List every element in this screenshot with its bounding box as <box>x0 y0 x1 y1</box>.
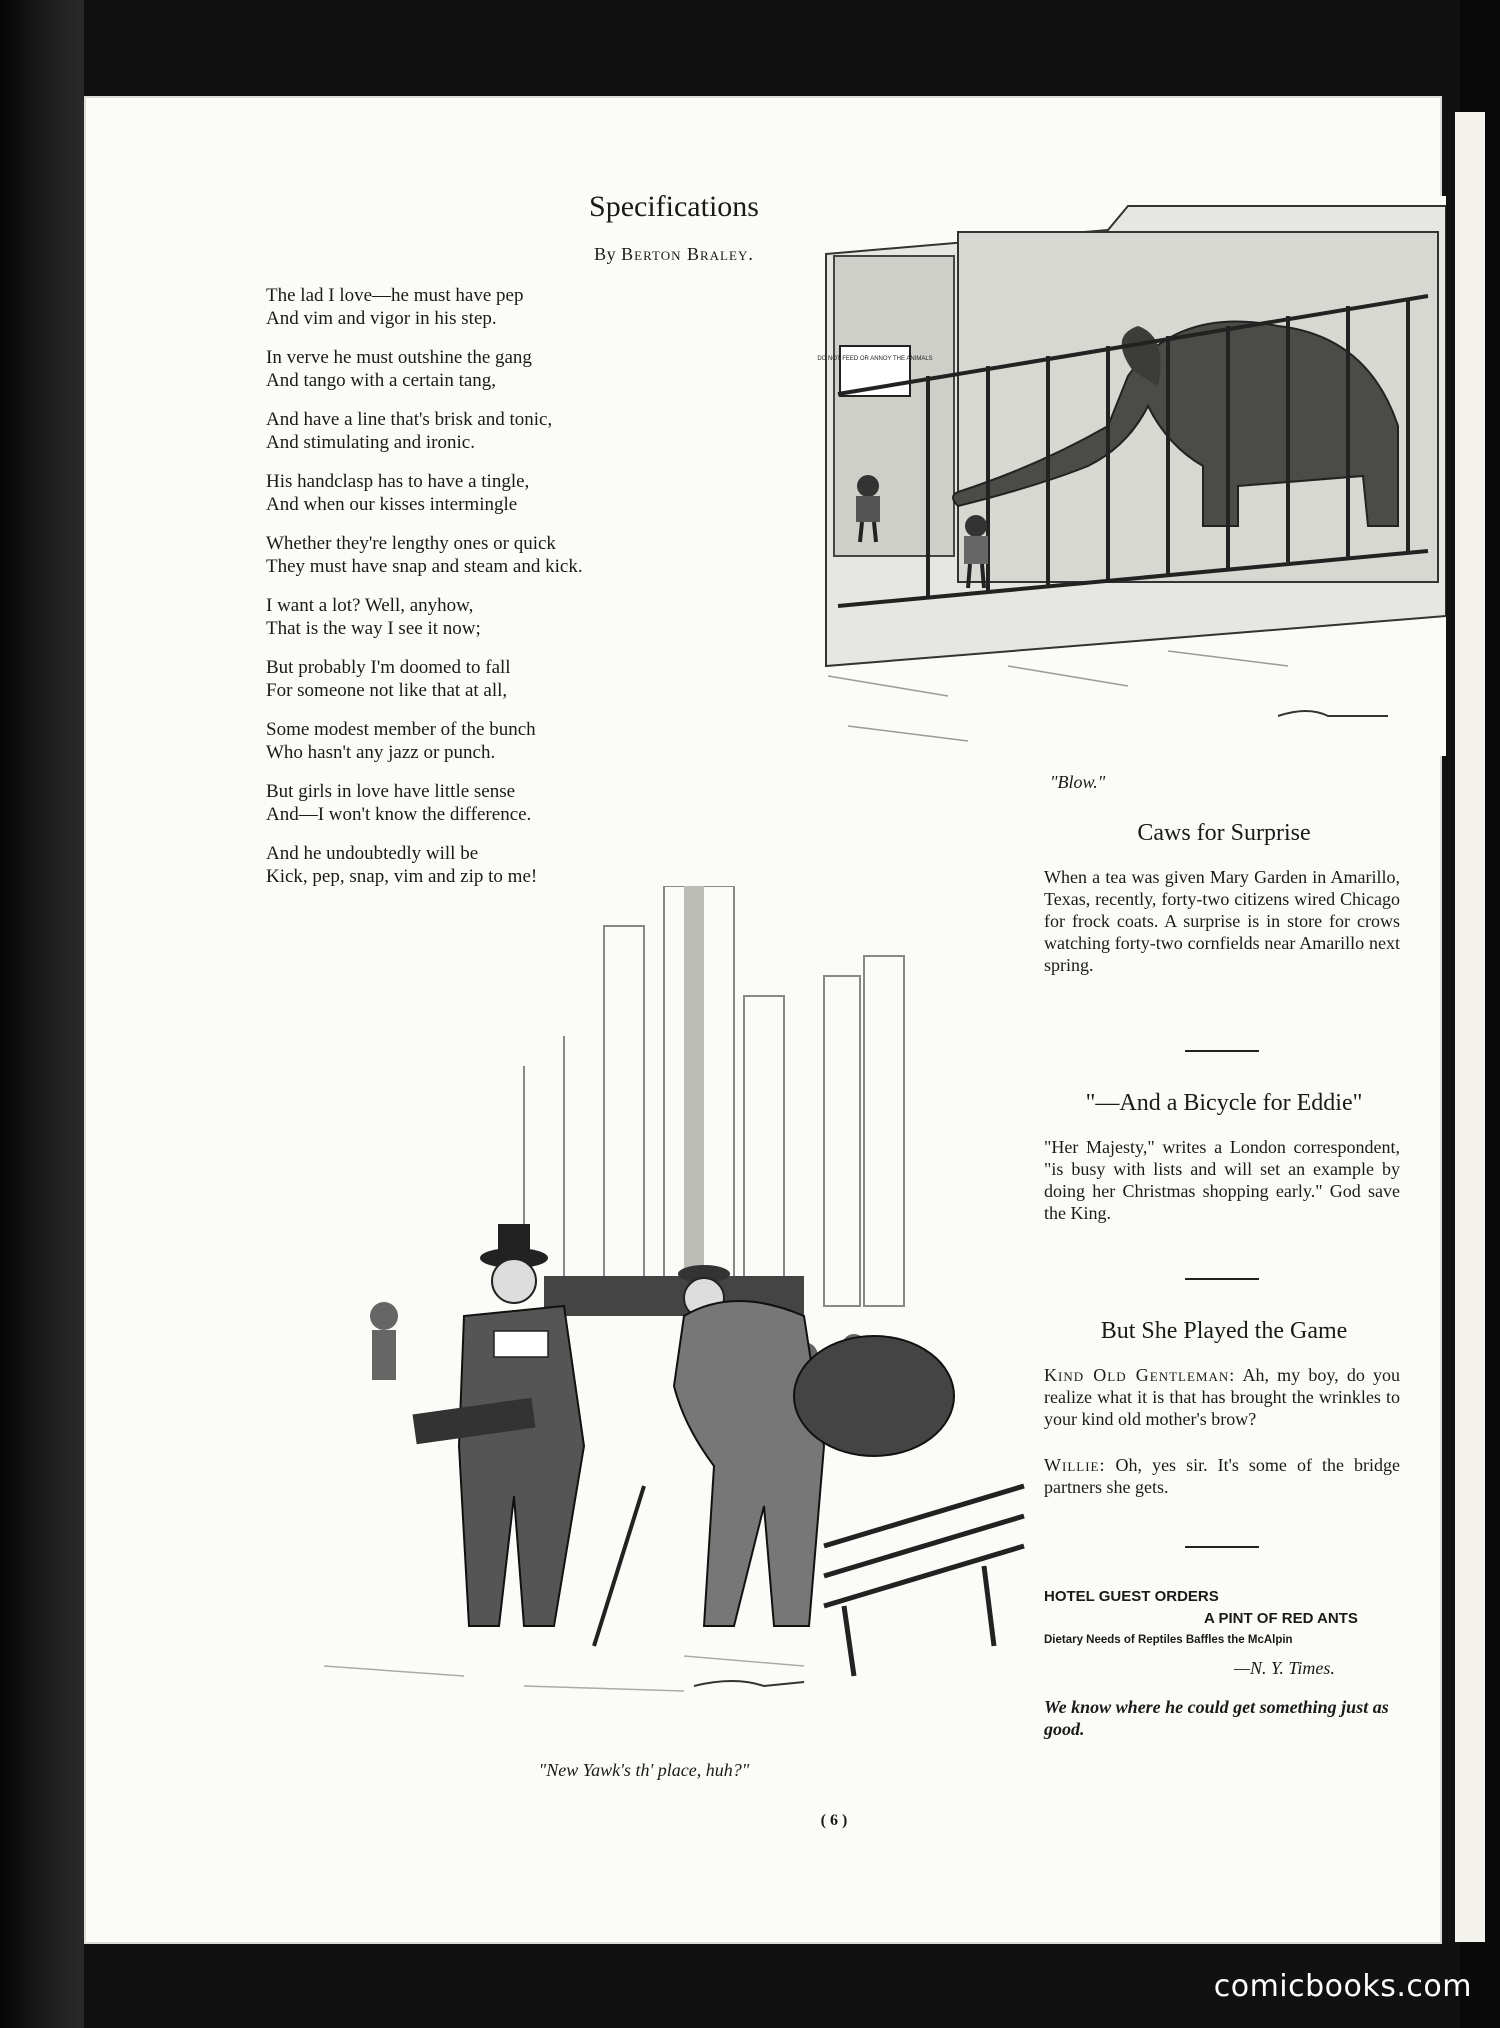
page-number: ( 6 ) <box>820 1812 848 1829</box>
poem-body <box>266 284 726 904</box>
poem-line: Whether they're lengthy ones or quick <box>266 533 556 554</box>
poem-line: But girls in love have little sense <box>266 781 516 802</box>
poem-line: His handclasp has to have a tingle, <box>266 471 530 492</box>
watermark: comicbooks.com <box>1213 1969 1472 2004</box>
game-dialogue-1 <box>1044 1364 1400 1430</box>
divider <box>1185 1278 1259 1280</box>
byline-author: Berton Braley. <box>621 244 754 264</box>
artist-signature <box>694 1681 804 1686</box>
bicycle-body: "Her Majesty," writes a London correspondent, "is busy with lists and will set an example by doing her Christmas shopping early." God save the King. <box>1044 1137 1400 1223</box>
poem-line: And—I won't know the difference. <box>266 804 532 825</box>
poem-stanza <box>266 780 726 826</box>
poem-line: And when our kisses intermingle <box>266 494 518 515</box>
poem-stanza <box>266 594 726 640</box>
poem-line: Kick, pep, snap, vim and zip to me! <box>266 866 538 887</box>
news-subhead: Dietary Needs of Reptiles Baffles the McAlpin <box>1044 1634 1293 1646</box>
poem-line: Some modest member of the bunch <box>266 719 536 740</box>
poem-line: That is the way I see it now; <box>266 618 481 639</box>
speaker-gentleman: Kind Old Gentleman: <box>1044 1365 1236 1385</box>
poem-stanza <box>266 656 726 702</box>
caws-title: Caws for Surprise <box>1137 820 1311 846</box>
poem-line: And he undoubtedly will be <box>266 843 479 864</box>
caws-body: When a tea was given Mary Garden in Amarillo, Texas, recently, forty-two citizens wired Chicago for frock coats. A surprise is in store for crows watching forty-two cornfields near Amarillo next spring. <box>1044 867 1400 975</box>
speaker-willie: Willie: <box>1044 1455 1106 1475</box>
willie-line: Oh, yes sir. It's some of the bridge partners she gets. <box>1044 1455 1400 1497</box>
news-source: —N. Y. Times. <box>1234 1658 1335 1678</box>
poem-line: But probably I'm doomed to fall <box>266 657 511 678</box>
poem-line: Who hasn't any jazz or punch. <box>266 742 496 763</box>
poem-stanza <box>266 718 726 764</box>
divider <box>1185 1050 1259 1052</box>
poem-line: I want a lot? Well, anyhow, <box>266 595 474 616</box>
divider <box>1185 1546 1259 1548</box>
poem-line: The lad I love—he must have pep <box>266 285 524 306</box>
street-caption: "New Yawk's th' place, huh?" <box>538 1760 750 1780</box>
next-page-strip <box>1455 112 1485 1942</box>
poem-line: And tango with a certain tang, <box>266 370 497 391</box>
poem-stanza <box>266 284 726 330</box>
magazine-page <box>84 96 1442 1944</box>
game-dialogue-2 <box>1044 1454 1400 1498</box>
poem-line: They must have snap and steam and kick. <box>266 556 583 577</box>
poem-stanza <box>266 532 726 578</box>
gentleman-line: Ah, my boy, do you realize what it is that has brought the wrinkles to your kind old mother's brow? <box>1044 1365 1400 1429</box>
left-binding-edge <box>0 0 84 2028</box>
poem-stanza <box>266 842 726 888</box>
poem-stanza <box>266 470 726 516</box>
poem-line: In verve he must outshine the gang <box>266 347 532 368</box>
bicycle-title: "—And a Bicycle for Eddie" <box>1085 1090 1363 1116</box>
poem-line: And stimulating and ironic. <box>266 432 475 453</box>
byline-prefix: By <box>594 244 617 264</box>
zoo-sign-text: DO NOT FEED OR ANNOY THE ANIMALS <box>817 356 933 362</box>
news-headline-2: A PINT OF RED ANTS <box>1204 1610 1358 1627</box>
poem-line: And have a line that's brisk and tonic, <box>266 409 553 430</box>
game-title: But She Played the Game <box>1100 1318 1348 1344</box>
hotel-comment: We know where he could get something just as good. <box>1044 1697 1389 1739</box>
poem-stanza <box>266 408 726 454</box>
news-headline-1: HOTEL GUEST ORDERS <box>1044 1588 1219 1605</box>
elephant-cartoon <box>808 196 1446 756</box>
poem-line: And vim and vigor in his step. <box>266 308 497 329</box>
street-cartoon <box>264 886 1034 1726</box>
poem-title: Specifications <box>589 190 759 223</box>
poem-line: For someone not like that at all, <box>266 680 508 701</box>
elephant-caption: "Blow." <box>1050 772 1106 792</box>
poem-stanza <box>266 346 726 392</box>
